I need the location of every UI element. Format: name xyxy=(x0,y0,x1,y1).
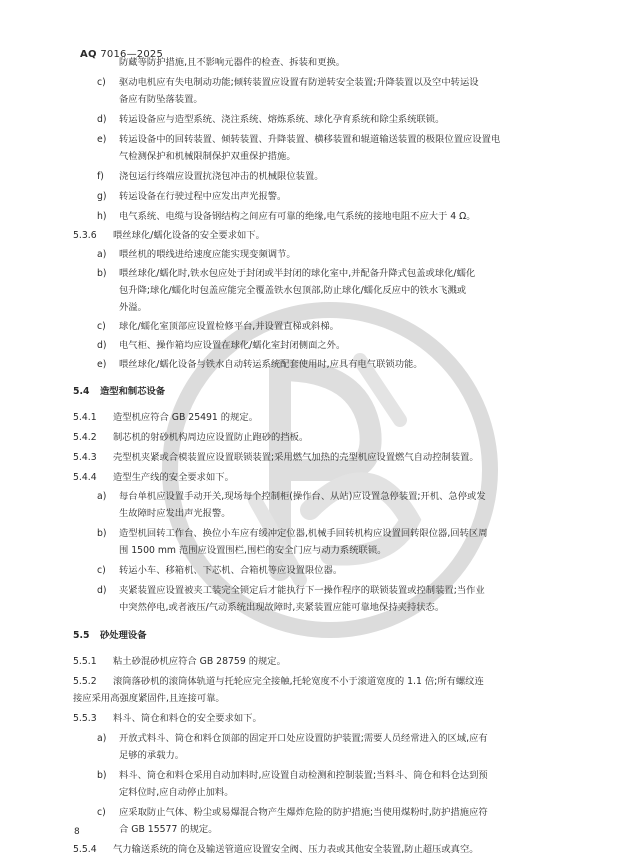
line-text: 喂丝球化/蠕化设备的安全要求如下。 xyxy=(113,230,265,241)
line-text: 砂处理设备 xyxy=(100,630,147,641)
line-text: 中突然停电,或者液压/气动系统出现故障时,夹紧装置应能可靠地保持夹持状态。 xyxy=(119,602,445,613)
clause-number: 5.4 xyxy=(73,386,90,397)
line-text: 备应有防坠落装置。 xyxy=(119,94,203,105)
clause-number: 5.5.3 xyxy=(73,713,97,724)
clause-number: 5.4.4 xyxy=(73,472,97,483)
line-text: 滚筒落砂机的滚筒体轨道与托轮应完全接触,托轮宽度不小于滚道宽度的 1.1 倍;所有螺纹连 xyxy=(113,676,484,687)
standard-prefix: AQ xyxy=(80,49,97,60)
line-text: 电气柜、操作箱均应设置在球化/蠕化室封闭侧面之外。 xyxy=(119,340,346,351)
list-marker: b) xyxy=(97,268,107,279)
line-text: 料斗、筒仓和料仓的安全要求如下。 xyxy=(113,713,262,724)
line-text: 制芯机的射砂机构周边应设置防止跑砂的挡板。 xyxy=(113,432,309,443)
line-text: 转运设备应与造型系统、浇注系统、熔炼系统、球化孕育系统和除尘系统联锁。 xyxy=(119,114,445,125)
line-text: 喂丝球化/蠕化设备与铁水自动转运系统配套使用时,应具有电气联锁功能。 xyxy=(119,359,423,370)
clause-number: 5.5 xyxy=(73,630,90,641)
line-text: 喂丝机的喂线进给速度应能实现变频调节。 xyxy=(119,249,296,260)
list-marker: b) xyxy=(97,770,107,781)
list-marker: g) xyxy=(97,191,107,202)
list-marker: c) xyxy=(97,807,106,818)
list-marker: e) xyxy=(97,359,107,370)
line-text: 定料位时,应自动停止加料。 xyxy=(119,787,234,798)
clause-number: 5.5.2 xyxy=(73,676,97,687)
line-text: 驱动电机应有失电制动功能;倾转装置应设置有防逆转安全装置;升降装置以及空中转运设 xyxy=(119,77,479,88)
line-text: 包升降;球化/蠕化时包盖应能完全覆盖铁水包顶部,防止球化/蠕化反应中的铁水飞溅或 xyxy=(119,285,467,296)
line-text: 夹紧装置应设置被夹工装完全锁定后才能执行下一操作程序的联锁装置或控制装置;当作业 xyxy=(119,585,485,596)
page-number: 8 xyxy=(74,827,80,837)
line-text: 转运小车、移箱机、下芯机、合箱机等应设置限位器。 xyxy=(119,565,343,576)
line-text: 每台单机应设置手动开关,现场每个控制柜(操作台、从站)应设置急停装置;开机、急停或发 xyxy=(119,491,486,502)
line-text: 造型机回转工作台、换位小车应有缓冲定位器,机械手回转机构应设置回转限位器,回转区周 xyxy=(119,528,488,539)
line-text: 围 1500 mm 范围应设置围栏,围栏的安全门应与动力系统联锁。 xyxy=(119,545,387,556)
line-text: 开放式料斗、筒仓和料仓顶部的固定开口处应设置防护装置;需要人员经常进入的区域,应有 xyxy=(119,733,488,744)
list-marker: h) xyxy=(97,211,107,222)
clause-number: 5.5.4 xyxy=(73,844,97,855)
standard-number: 7016—2025 xyxy=(100,49,164,60)
line-text: 应采取防止气体、粉尘或易爆混合物产生爆炸危险的防护措施;当使用煤粉时,防护措施应符 xyxy=(119,807,488,818)
line-text: 气力输送系统的筒仓及输送管道应设置安全阀、压力表或其他安全装置,防止超压或真空。 xyxy=(113,844,479,855)
line-text: 足够的承载力。 xyxy=(119,750,185,761)
list-marker: f) xyxy=(97,171,104,182)
line-text: 造型机应符合 GB 25491 的规定。 xyxy=(113,412,258,423)
line-text: 料斗、筒仓和料仓采用自动加料时,应设置自动检测和控制装置;当料斗、筒仓和料仓达到预 xyxy=(119,770,488,781)
line-text: 转运设备中的回转装置、倾转装置、升降装置、横移装置和辊道输送装置的极限位置应设置电 xyxy=(119,134,501,145)
line-text: 球化/蠕化室顶部应设置检修平台,并设置直梯或斜梯。 xyxy=(119,321,339,332)
line-text: 粘土砂混砂机应符合 GB 28759 的规定。 xyxy=(113,656,286,667)
line-text: 外溢。 xyxy=(119,302,147,313)
list-marker: a) xyxy=(97,491,107,502)
clause-number: 5.4.2 xyxy=(73,432,97,443)
line-text: 转运设备在行驶过程中应发出声光报警。 xyxy=(119,191,287,202)
line-text: 合 GB 15577 的规定。 xyxy=(119,824,218,835)
list-marker: d) xyxy=(97,340,107,351)
list-marker: c) xyxy=(97,77,106,88)
list-marker: c) xyxy=(97,321,106,332)
list-marker: c) xyxy=(97,565,106,576)
list-marker: d) xyxy=(97,585,107,596)
line-text: 造型生产线的安全要求如下。 xyxy=(113,472,234,483)
line-text: 气检测保护和机械限制保护双重保护措施。 xyxy=(119,151,296,162)
line-text: 造型和制芯设备 xyxy=(100,386,166,397)
list-marker: d) xyxy=(97,114,107,125)
line-text: 喂丝球化/蠕化时,铁水包应处于封闭或半封闭的球化室中,并配备升降式包盖或球化/蠕化 xyxy=(119,268,476,279)
list-marker: e) xyxy=(97,134,107,145)
list-marker: a) xyxy=(97,733,107,744)
line-text: 电气系统、电缆与设备钢结构之间应有可靠的绝缘,电气系统的接地电阻不应大于 4 Ω。 xyxy=(119,211,476,222)
list-marker: b) xyxy=(97,528,107,539)
line-text: 接应采用高强度紧固件,且连接可靠。 xyxy=(73,693,225,704)
line-text: 浇包运行终端应设置抗浇包冲击的机械限位装置。 xyxy=(119,171,324,182)
clause-number: 5.3.6 xyxy=(73,230,97,241)
line-text: 壳型机夹紧或合模装置应设置联锁装置;采用燃气加热的壳型机应设置燃气自动控制装置。 xyxy=(113,452,479,463)
clause-number: 5.5.1 xyxy=(73,656,97,667)
clause-number: 5.4.1 xyxy=(73,412,97,423)
clause-number: 5.4.3 xyxy=(73,452,97,463)
list-marker: a) xyxy=(97,249,107,260)
line-text: 防藏等防护措施,且不影响元器件的检查、拆装和更换。 xyxy=(119,57,346,68)
line-text: 生故障时应发出声光报警。 xyxy=(119,508,231,519)
